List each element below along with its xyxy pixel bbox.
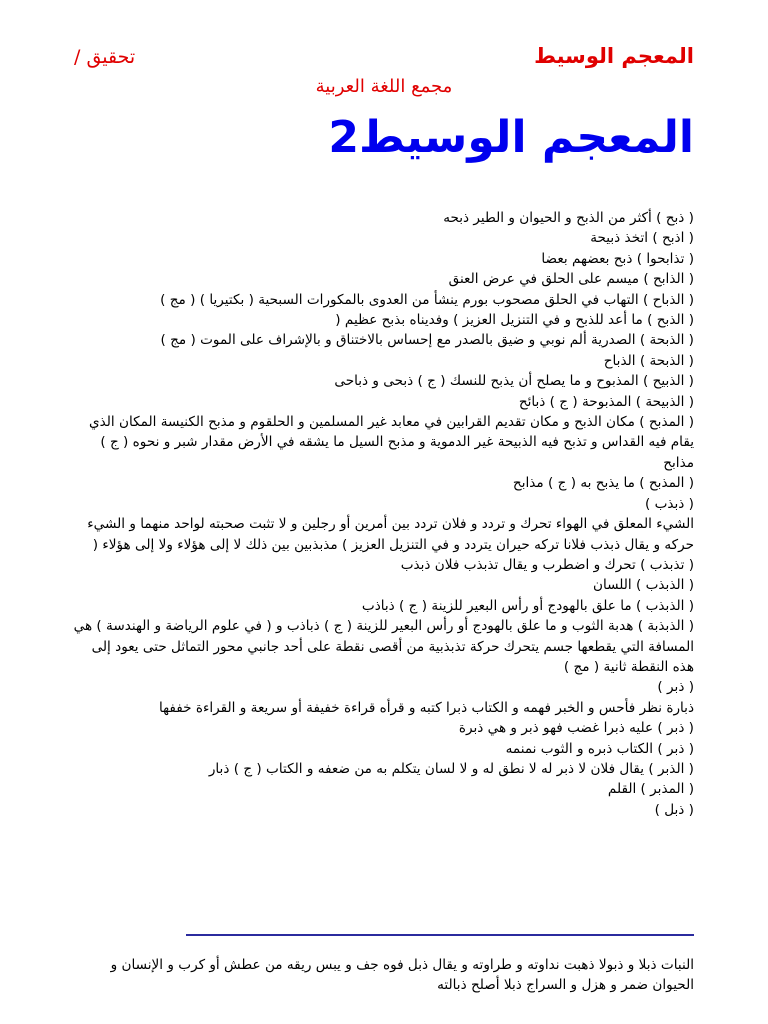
entry: ( الذبذب ) ما علق بالهودج أو رأس البعير للزينة ( ج ) ذباذب: [361, 597, 694, 614]
entry: ( ذبذب ): [644, 495, 694, 512]
entry: ( الذبيحة ) المذبوحة ( ج ) ذبائح: [518, 393, 694, 410]
dictionary-entries: [72, 208, 694, 820]
entry: ( المذبر ) القلم: [607, 781, 694, 798]
entry: ( ذبر ) عليه ذبرا غضب فهو ذبر و هي ذبرة: [458, 720, 694, 737]
entry: ( الذبر ) يقال فلان لا ذبر له لا نطق له و لا لسان يتكلم به من ضعفه و الكتاب ( ج ) ذبار: [208, 760, 694, 777]
header-tahqiq: تحقيق /: [74, 46, 136, 68]
footer-paragraph: النبات ذبلا و ذبولا ذهبت نداوته و طراوته و يقال ذبل فوه جف و يبس ريقه من عطش أو كرب و الإنسان و الحيوان ضمر و هزل و السراج ذبلا أصلح ذبالته: [110, 957, 694, 994]
section-divider: [186, 934, 694, 936]
entry: ( الذباح ) التهاب في الحلق مصحوب بورم ينشأ من العدوى بالمكورات السبحية ( بكتيريا ) ( مج ): [160, 291, 694, 308]
entry: ( تذبذب ) تحرك و اضطرب و يقال تذبذب فلان ذبذب: [400, 556, 694, 573]
entry: ( الذبيح ) المذبوح و ما يصلح أن يذبح للنسك ( ج ) ذبحى و ذباحى: [334, 373, 694, 390]
entry: ( ذبر ) الكتاب ذبره و الثوب نمنمه: [505, 740, 694, 757]
entry: ( الذبذبة ) هدبة الثوب و ما علق بالهودج أو رأس البعير للزينة ( ج ) ذباذب و ( في علوم الرياضة و الهندسة ) هي المسافة التي يقطعها جسم يتحرك حركة تذبذبية من أقصى نقطة على أحد جانبي محور التماثل حتى يعود إلى هذه النقطة ثانية ( مج ): [73, 618, 694, 675]
entry: ( تذابحوا ) ذبح بعضهم بعضا: [541, 250, 694, 267]
header-academy: [0, 76, 768, 97]
entry: ( الذابح ) ميسم على الحلق في عرض العنق: [448, 271, 694, 288]
entry: ( المذبح ) مكان الذبح و مكان تقديم القرابين في معابد غير المسلمين و الحلقوم و مذبح الكنيسة المكان الذي يقام فيه القداس و تذبح فيه الذبيحة غير الدموية و مذبح السيل ما يشقه في الأرض مقدار شبر و نحوه ( ج ) مذابح: [88, 414, 694, 471]
academy-label: مجمع اللغة العربية: [315, 76, 453, 97]
entry: ( الذبذب ) اللسان: [592, 577, 694, 594]
entry: ( الذبح ) ما أعد للذبح و في التنزيل العزيز ) وفديناه بذبح عظيم (: [335, 312, 694, 329]
entry: ( المذبح ) ما يذبح به ( ج ) مذابح: [512, 475, 694, 492]
entry: ( ذبح ) أكثر من الذبح و الحيوان و الطير ذبحه: [443, 210, 694, 226]
entry: ذبارة نظر فأحس و الخبر فهمه و الكتاب ذبرا كتبه و قرأه قراءة خفيفة أو سريعة و القراءة خففها: [158, 699, 694, 716]
page-title: المعجم الوسيط2: [328, 112, 694, 163]
entry: ( ذبر ): [657, 679, 694, 696]
header-title: المعجم الوسيط: [534, 44, 694, 68]
entry: ( الذبحة ) الذباح: [603, 352, 694, 369]
entry: ( الذبحة ) الصدرية ألم نوبي و ضيق بالصدر مع إحساس بالاختناق و بالإشراف على الموت ( مج ): [160, 332, 694, 349]
entry: الشيء المعلق في الهواء تحرك و تردد و فلان تردد بين أمرين أو رجلين و لا تثبت صحبته لواحد منهما و الشيء حركه و يقال ذبذب فلانا تركه حيران يتردد و في التنزيل العزيز ) مذبذبين بين ذلك لا إلى هؤلاء ولا إلى هؤلاء (: [87, 516, 694, 553]
entry: ( ذبل ): [654, 801, 694, 818]
entry: ( اذبح ) اتخذ ذبيحة: [590, 230, 694, 247]
